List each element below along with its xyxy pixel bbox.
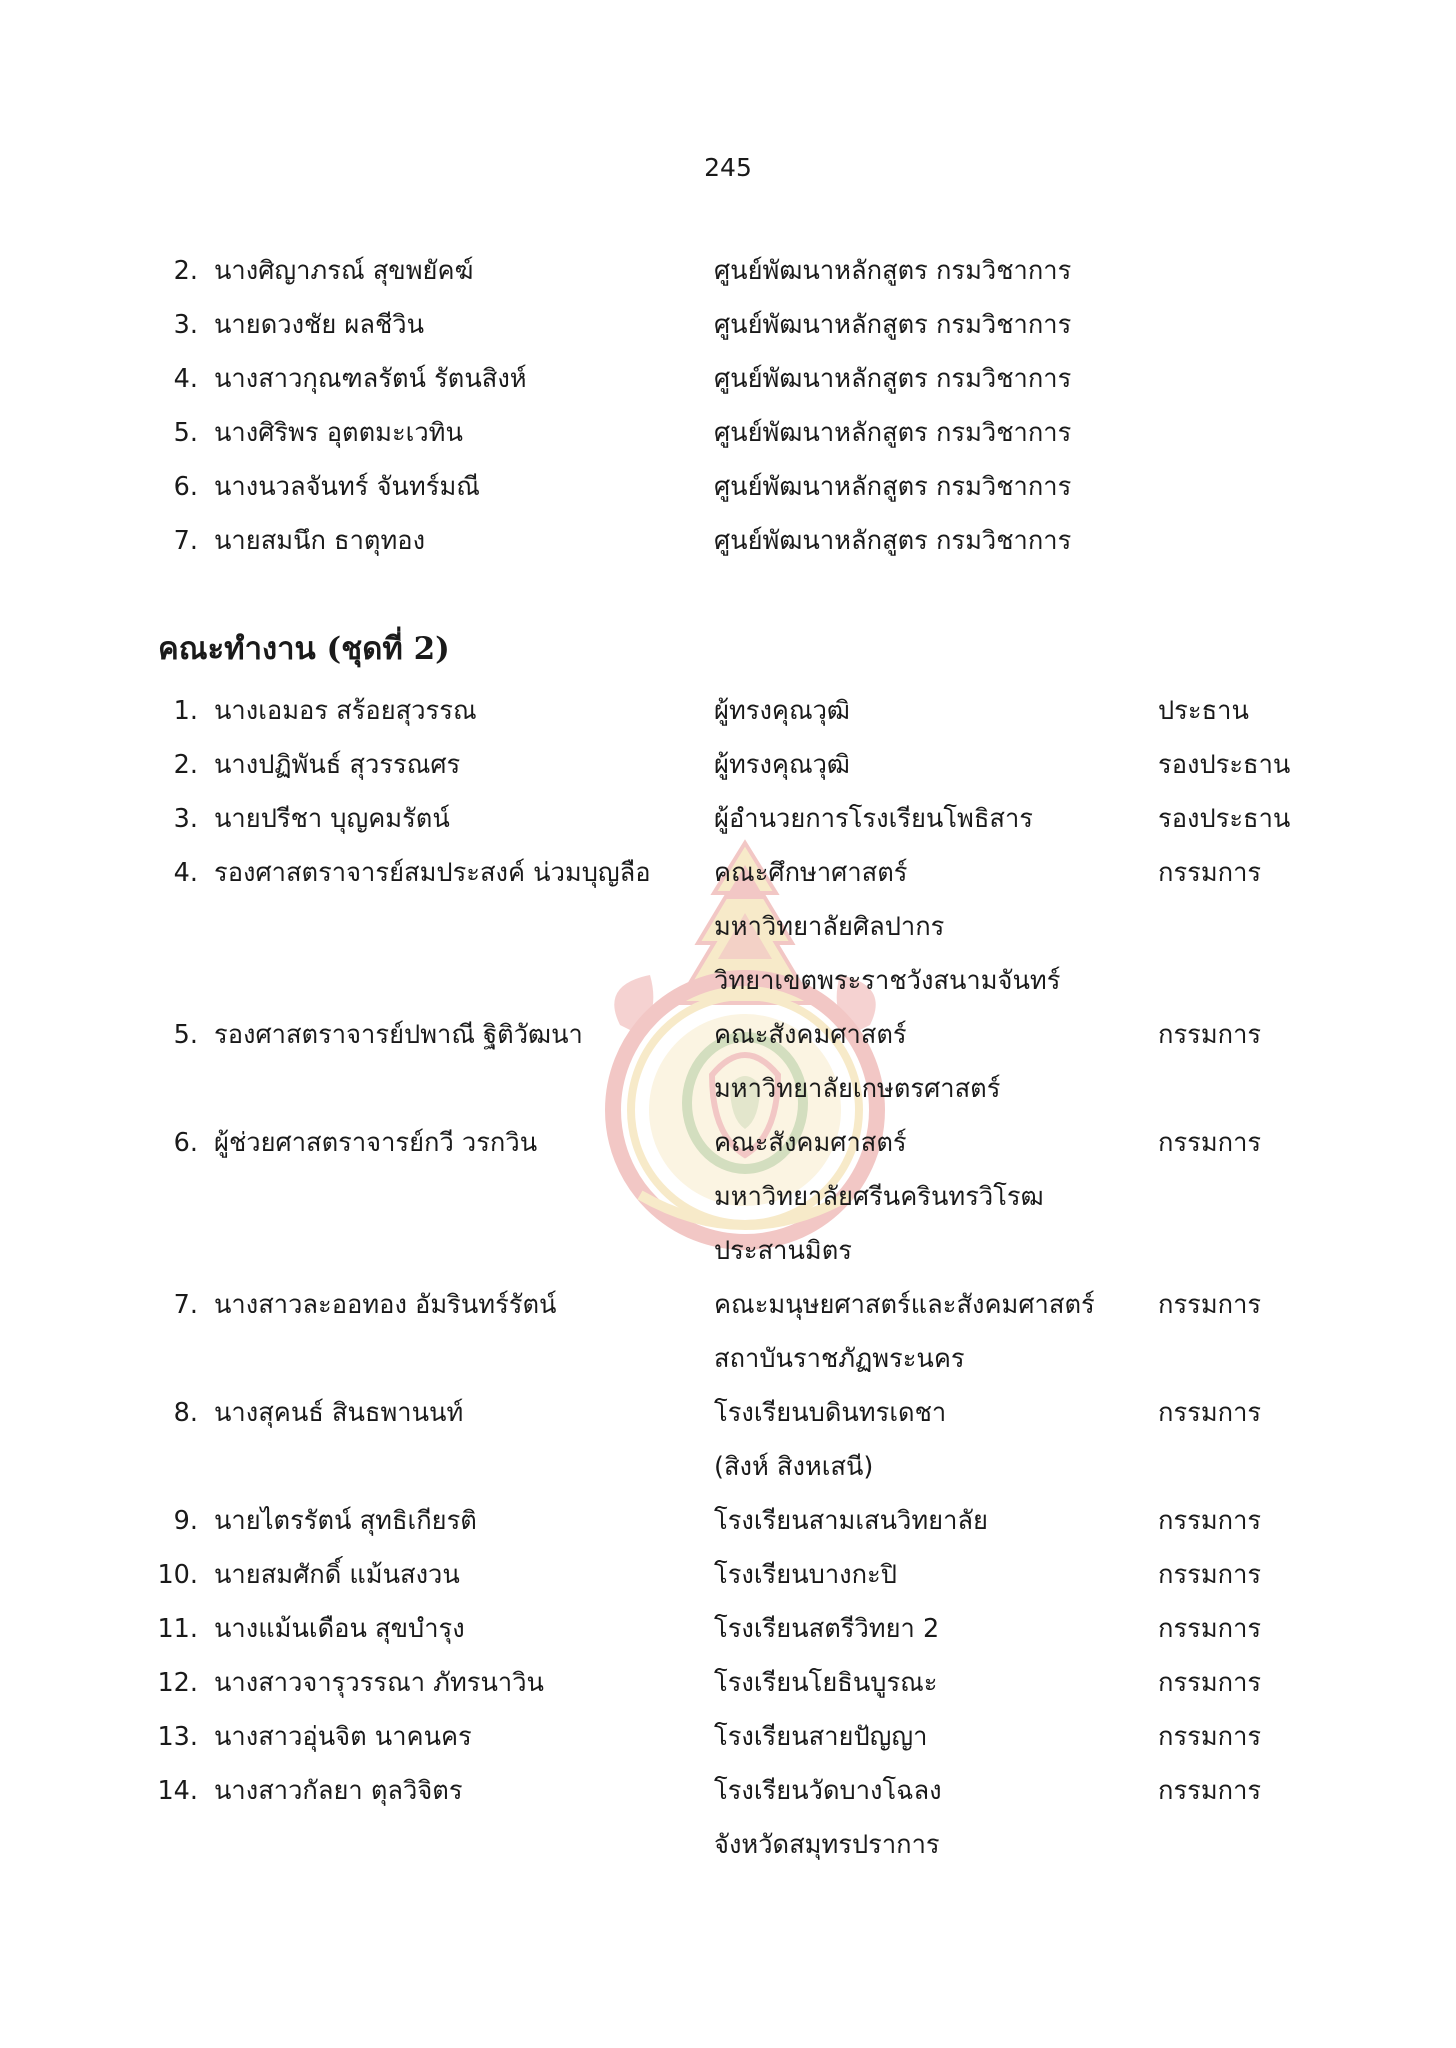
affiliation-line: ประสานมิตร xyxy=(714,1236,852,1266)
page-number: 245 xyxy=(704,153,752,182)
committee-role: ประธาน xyxy=(1158,696,1249,726)
affiliation-line: คณะศึกษาศาสตร์ xyxy=(714,858,908,888)
affiliation xyxy=(714,1602,939,1656)
item-number: 9. xyxy=(173,1506,198,1536)
affiliation-line: สถาบันราชภัฏพระนคร xyxy=(714,1344,965,1374)
item-number: 14. xyxy=(157,1776,198,1806)
person-name: นางสาวกุณฑลรัตน์ รัตนสิงห์ xyxy=(214,364,527,394)
affiliation: ศูนย์พัฒนาหลักสูตร กรมวิชาการ xyxy=(714,472,1072,502)
affiliation-line: โรงเรียนวัดบางโฉลง xyxy=(714,1776,942,1806)
item-number: 8. xyxy=(173,1398,198,1428)
item-number: 2. xyxy=(173,750,198,780)
affiliation-line: วิทยาเขตพระราชวังสนามจันทร์ xyxy=(714,966,1061,996)
item-number: 11. xyxy=(157,1614,198,1644)
section-heading: คณะทำงาน (ชุดที่ 2) xyxy=(158,631,450,667)
list-item xyxy=(0,1710,1456,1764)
item-number: 12. xyxy=(157,1668,198,1698)
person-name: นายไตรรัตน์ สุทธิเกียรติ xyxy=(214,1506,477,1536)
list-item xyxy=(0,1116,1456,1278)
item-number: 2. xyxy=(173,256,198,286)
affiliation-line: โรงเรียนบางกะปิ xyxy=(714,1560,897,1590)
person-name: นางสาวจารุวรรณา ภัทรนาวิน xyxy=(214,1668,544,1698)
affiliation xyxy=(714,792,1033,846)
list-item xyxy=(0,406,1456,460)
affiliation-line: คณะมนุษยศาสตร์และสังคมศาสตร์ xyxy=(714,1290,1095,1320)
affiliation-line: (สิงห์ สิงหเสนี) xyxy=(714,1452,874,1482)
person-name: นางเอมอร สร้อยสุวรรณ xyxy=(214,696,477,726)
affiliation xyxy=(714,738,850,792)
affiliation-line: มหาวิทยาลัยศรีนครินทรวิโรฒ xyxy=(714,1182,1044,1212)
item-number: 3. xyxy=(173,804,198,834)
item-number: 4. xyxy=(173,364,198,394)
committee-role: กรรมการ xyxy=(1158,1722,1262,1752)
affiliation-line: ผู้ทรงคุณวุฒิ xyxy=(714,750,850,780)
affiliation-line: จังหวัดสมุทรปราการ xyxy=(714,1830,940,1860)
affiliation xyxy=(714,1278,1095,1386)
list-item xyxy=(0,738,1456,792)
affiliation-line: โรงเรียนสตรีวิทยา 2 xyxy=(714,1614,940,1644)
affiliation xyxy=(714,1764,942,1872)
person-name: นางสุคนธ์ สินธพานนท์ xyxy=(214,1398,464,1428)
item-number: 7. xyxy=(173,1290,198,1320)
committee-role: กรรมการ xyxy=(1158,1668,1262,1698)
affiliation xyxy=(714,1656,938,1710)
item-number: 7. xyxy=(173,526,198,556)
item-number: 6. xyxy=(173,472,198,502)
list-item xyxy=(0,792,1456,846)
committee-role: กรรมการ xyxy=(1158,1506,1262,1536)
list-item xyxy=(0,684,1456,738)
list-item xyxy=(0,1386,1456,1494)
person-name: นางสาวอุ่นจิต นาคนคร xyxy=(214,1722,472,1752)
committee-role: กรรมการ xyxy=(1158,1020,1262,1050)
person-name: นางสาวละออทอง อัมรินทร์รัตน์ xyxy=(214,1290,557,1320)
affiliation xyxy=(714,1008,1000,1116)
affiliation xyxy=(714,1386,946,1494)
list-item xyxy=(0,1494,1456,1548)
affiliation-line: โรงเรียนสามเสนวิทยาลัย xyxy=(714,1506,988,1536)
curriculum-center-list xyxy=(0,244,1456,568)
person-name: นายดวงชัย ผลชีวิน xyxy=(214,310,425,340)
affiliation-line: มหาวิทยาลัยเกษตรศาสตร์ xyxy=(714,1074,1001,1104)
item-number: 13. xyxy=(157,1722,198,1752)
person-name: นางนวลจันทร์ จันทร์มณี xyxy=(214,472,480,502)
affiliation xyxy=(714,1548,897,1602)
committee-role: กรรมการ xyxy=(1158,1398,1262,1428)
person-name: นางศิริพร อุตตมะเวทิน xyxy=(214,418,463,448)
item-number: 3. xyxy=(173,310,198,340)
affiliation xyxy=(714,1116,1044,1278)
affiliation: ศูนย์พัฒนาหลักสูตร กรมวิชาการ xyxy=(714,256,1072,286)
affiliation-line: โรงเรียนโยธินบูรณะ xyxy=(714,1668,938,1698)
committee-role: กรรมการ xyxy=(1158,858,1262,888)
person-name: นายปรีชา บุญคมรัตน์ xyxy=(214,804,450,834)
person-name: นางศิญาภรณ์ สุขพยัคฆ์ xyxy=(214,256,474,286)
working-committee-list xyxy=(0,684,1456,1872)
affiliation-line: ผู้อำนวยการโรงเรียนโพธิสาร xyxy=(714,804,1033,834)
person-name: นางปฏิพันธ์ สุวรรณศร xyxy=(214,750,461,780)
item-number: 10. xyxy=(157,1560,198,1590)
list-item xyxy=(0,1548,1456,1602)
affiliation: ศูนย์พัฒนาหลักสูตร กรมวิชาการ xyxy=(714,364,1072,394)
list-item xyxy=(0,1008,1456,1116)
person-name: นางสาวกัลยา ตุลวิจิตร xyxy=(214,1776,463,1806)
committee-role: กรรมการ xyxy=(1158,1128,1262,1158)
list-item xyxy=(0,1656,1456,1710)
affiliation xyxy=(714,1710,927,1764)
item-number: 6. xyxy=(173,1128,198,1158)
list-item xyxy=(0,514,1456,568)
list-item xyxy=(0,846,1456,1008)
item-number: 5. xyxy=(173,418,198,448)
affiliation-line: ผู้ทรงคุณวุฒิ xyxy=(714,696,850,726)
committee-role: กรรมการ xyxy=(1158,1290,1262,1320)
affiliation-line: มหาวิทยาลัยศิลปากร xyxy=(714,912,945,942)
list-item xyxy=(0,1602,1456,1656)
affiliation xyxy=(714,846,1060,1008)
committee-role: กรรมการ xyxy=(1158,1614,1262,1644)
affiliation: ศูนย์พัฒนาหลักสูตร กรมวิชาการ xyxy=(714,526,1072,556)
affiliation xyxy=(714,1494,988,1548)
list-item xyxy=(0,460,1456,514)
affiliation: ศูนย์พัฒนาหลักสูตร กรมวิชาการ xyxy=(714,418,1072,448)
affiliation-line: คณะสังคมศาสตร์ xyxy=(714,1128,907,1158)
item-number: 1. xyxy=(173,696,198,726)
person-name: นายสมศักดิ์ แม้นสงวน xyxy=(214,1560,460,1590)
affiliation-line: คณะสังคมศาสตร์ xyxy=(714,1020,907,1050)
committee-role: รองประธาน xyxy=(1158,750,1291,780)
person-name: นายสมนึก ธาตุทอง xyxy=(214,526,426,556)
list-item xyxy=(0,352,1456,406)
item-number: 5. xyxy=(173,1020,198,1050)
committee-role: รองประธาน xyxy=(1158,804,1291,834)
committee-role: กรรมการ xyxy=(1158,1560,1262,1590)
list-item xyxy=(0,1764,1456,1872)
affiliation-line: โรงเรียนบดินทรเดชา xyxy=(714,1398,947,1428)
person-name: ผู้ช่วยศาสตราจารย์กวี วรกวิน xyxy=(214,1128,538,1158)
list-item xyxy=(0,1278,1456,1386)
person-name: นางแม้นเดือน สุขบำรุง xyxy=(214,1614,465,1644)
person-name: รองศาสตราจารย์ปพาณี ฐิติวัฒนา xyxy=(214,1020,583,1050)
list-item xyxy=(0,298,1456,352)
committee-role: กรรมการ xyxy=(1158,1776,1262,1806)
item-number: 4. xyxy=(173,858,198,888)
affiliation xyxy=(714,684,850,738)
list-item xyxy=(0,244,1456,298)
affiliation: ศูนย์พัฒนาหลักสูตร กรมวิชาการ xyxy=(714,310,1072,340)
person-name: รองศาสตราจารย์สมประสงค์ น่วมบุญลือ xyxy=(214,858,651,888)
affiliation-line: โรงเรียนสายปัญญา xyxy=(714,1722,928,1752)
